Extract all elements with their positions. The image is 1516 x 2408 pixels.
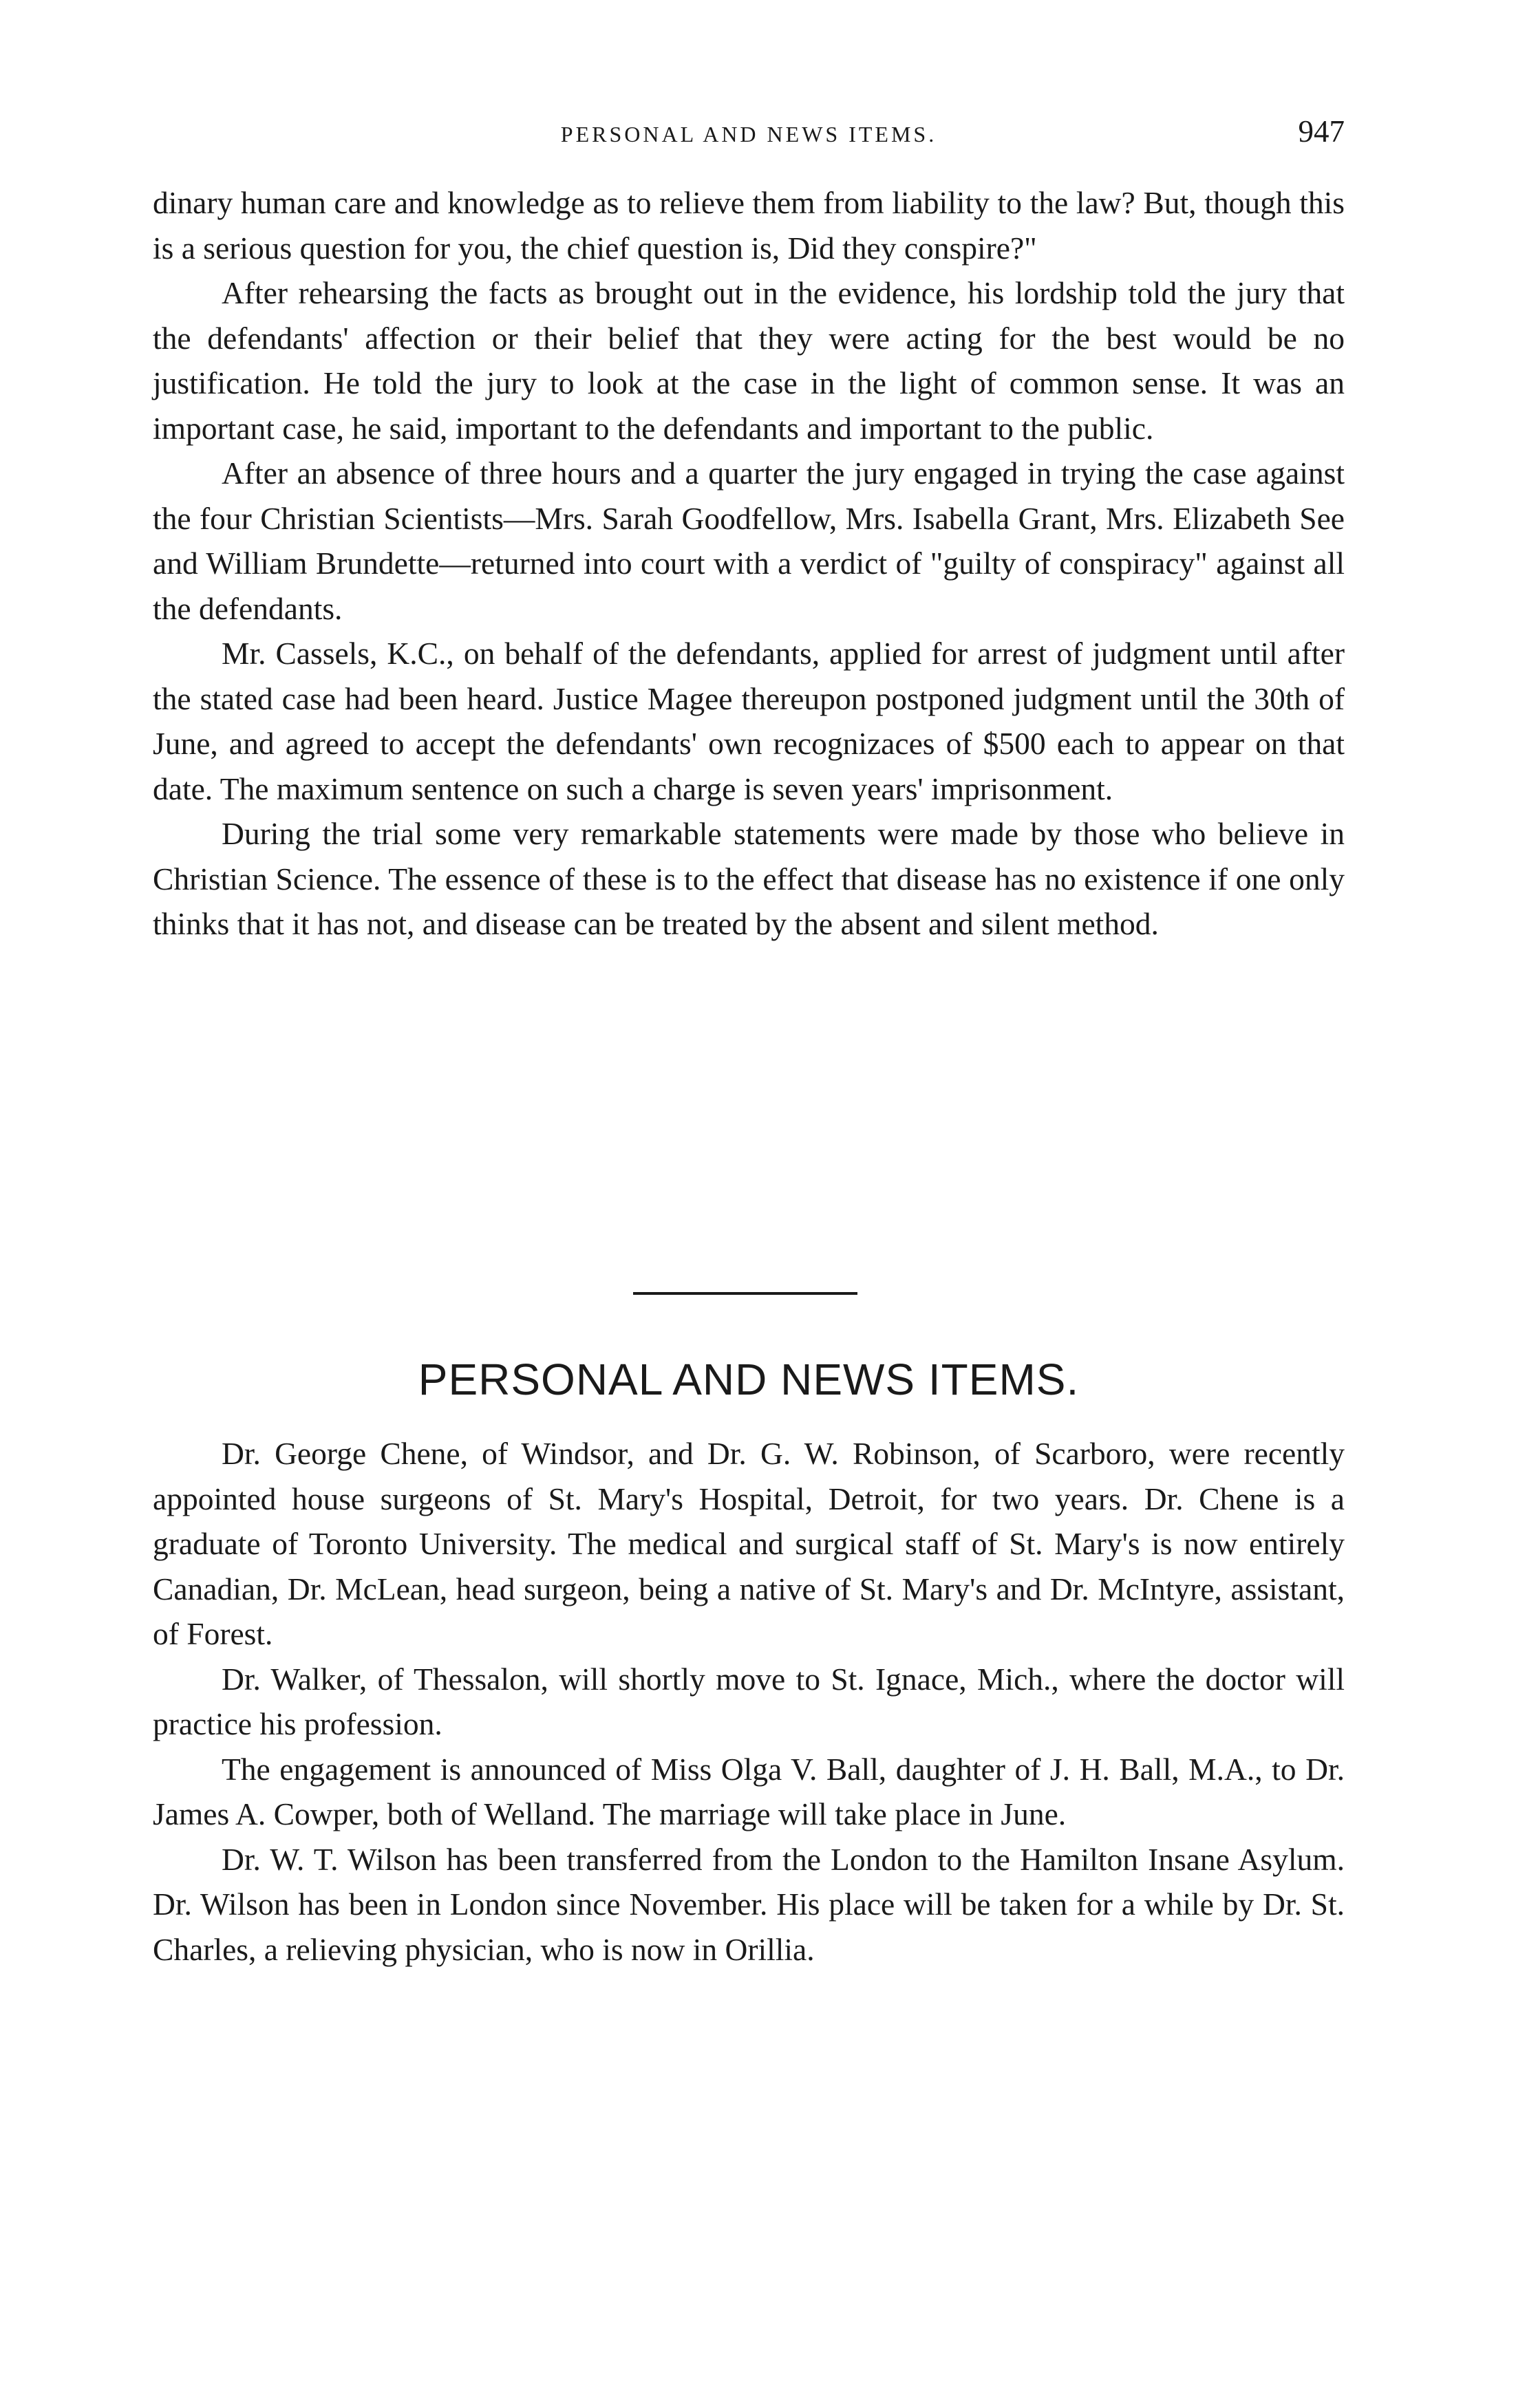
news-item: Dr. Walker, of Thessalon, will shortly move to St. Ignace, Mich., where the doctor will practice his profession. bbox=[153, 1661, 1345, 1741]
news-items bbox=[153, 1431, 1345, 1972]
section-heading: PERSONAL AND NEWS ITEMS. bbox=[418, 1355, 1080, 1404]
running-title: PERSONAL AND NEWS ITEMS. bbox=[560, 122, 937, 147]
section-divider bbox=[633, 1292, 857, 1295]
paragraph: dinary human care and knowledge as to relieve them from liability to the law? But, though this is a serious question for you, the chief question is, Did they conspire?" bbox=[153, 185, 1345, 266]
paragraph: After an absence of three hours and a quarter the jury engaged in trying the case against the four Christian Scientists—Mrs. Sarah Goodfellow, Mrs. Isabella Grant, Mrs. Elizabeth See and William Brundette—returned into court with a verdict of "guilty of conspiracy" against all the defendants. bbox=[153, 455, 1345, 626]
page-number: 947 bbox=[1298, 114, 1345, 149]
running-header bbox=[153, 114, 1345, 155]
paragraph: During the trial some very remarkable statements were made by those who believe in Christian Science. The essence of these is to the effect that disease has no existence if one only thinks that it has not, and disease can be treated by the absent and silent method. bbox=[153, 816, 1345, 941]
paragraph: After rehearsing the facts as brought out in the evidence, his lordship told the jury that the defendants' affection or their belief that they were acting for the best would be no justification. He told the jury to look at the case in the light of common sense. It was an important case, he said, important to the defendants and important to the public. bbox=[153, 275, 1345, 446]
paragraph: Mr. Cassels, K.C., on behalf of the defendants, applied for arrest of judgment until after the stated case had been heard. Justice Magee thereupon postponed judgment until the 30th of June, and agreed to accept the defendants' own recognizaces of $500 each to appear on that date. The maximum sentence on such a charge is seven years' imprisonment. bbox=[153, 636, 1345, 806]
news-item: Dr. George Chene, of Windsor, and Dr. G. W. Robinson, of Scarboro, were recently appointed house surgeons of St. Mary's Hospital, Detroit, for two years. Dr. Chene is a graduate of Toronto University. The medical and surgical staff of St. Mary's is now entirely Canadian, Dr. McLean, head surgeon, being a native of St. Mary's and Dr. McIntyre, assistant, of Forest. bbox=[153, 1436, 1345, 1651]
news-item: Dr. W. T. Wilson has been transferred from the London to the Hamilton Insane Asylum. Dr. Wilson has been in London since November. His place will be taken for a while by Dr. St. Charles, a relieving physician, who is now in Orillia. bbox=[153, 1841, 1345, 1967]
news-item: The engagement is announced of Miss Olga V. Ball, daughter of J. H. Ball, M.A., to Dr. James A. Cowper, both of Welland. The marriage will take place in June. bbox=[153, 1751, 1345, 1831]
article-continuation bbox=[153, 180, 1345, 947]
